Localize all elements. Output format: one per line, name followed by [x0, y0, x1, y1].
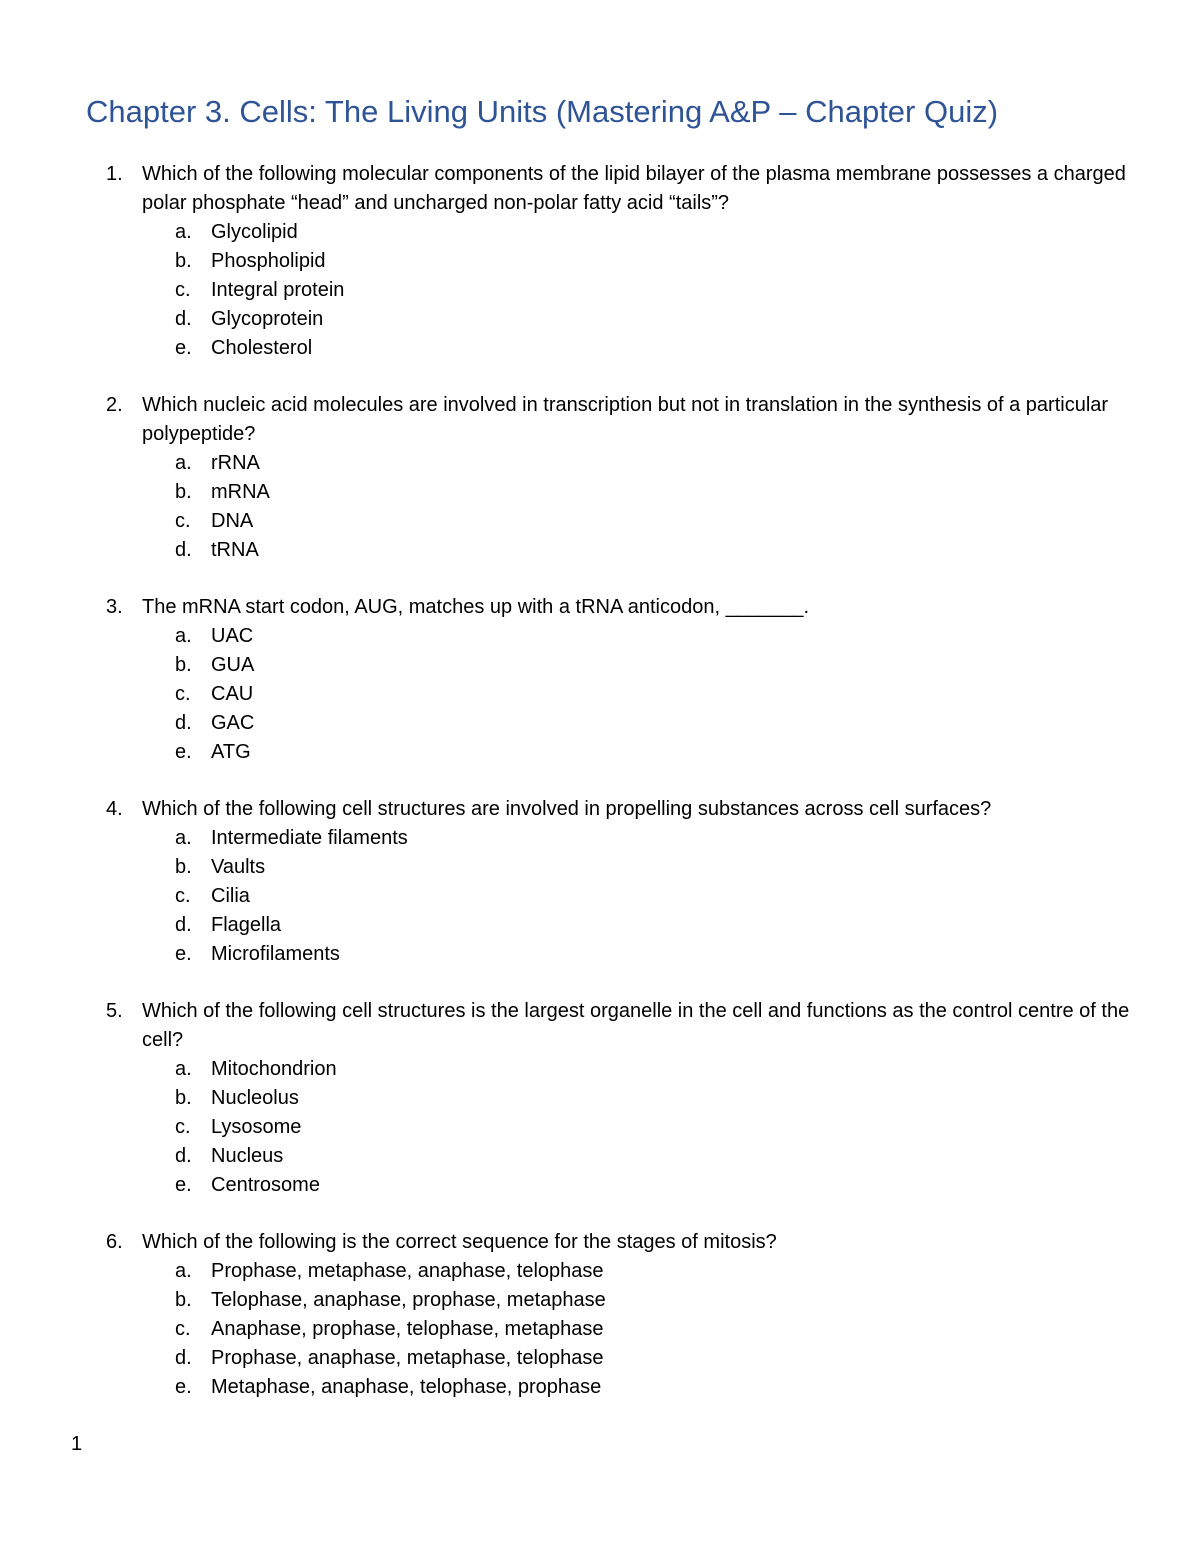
option-text: Mitochondrion	[211, 1058, 337, 1080]
option-text: Nucleolus	[211, 1087, 299, 1109]
answer-option	[0, 853, 1200, 882]
option-text: Integral protein	[211, 279, 345, 301]
option-text: Intermediate filaments	[211, 827, 408, 849]
answer-option	[0, 478, 1200, 507]
answer-options	[0, 622, 1200, 767]
option-letter: c.	[175, 683, 191, 705]
question-item	[0, 391, 1200, 565]
option-letter: b.	[175, 1289, 192, 1311]
question-text: Which of the following cell structures is the largest organelle in the cell and functions as the control centre of the cell?	[142, 1000, 1130, 1051]
option-text: Prophase, metaphase, anaphase, telophase	[211, 1260, 604, 1282]
option-letter: c.	[175, 885, 191, 907]
option-letter: d.	[175, 914, 192, 936]
question-text: Which nucleic acid molecules are involved in transcription but not in translation in the synthesis of a particular polypeptide?	[142, 394, 1109, 445]
option-letter: d.	[175, 1145, 192, 1167]
answer-option	[0, 536, 1200, 565]
question-number: 4.	[106, 798, 123, 820]
answer-options	[0, 218, 1200, 363]
answer-option	[0, 449, 1200, 478]
option-letter: a.	[175, 1058, 192, 1080]
option-letter: b.	[175, 856, 192, 878]
question-list	[0, 160, 1200, 1430]
option-letter: b.	[175, 1087, 192, 1109]
question-number: 3.	[106, 596, 123, 618]
option-text: Vaults	[211, 856, 266, 878]
answer-option	[0, 940, 1200, 969]
option-letter: a.	[175, 1260, 192, 1282]
answer-option	[0, 651, 1200, 680]
answer-option	[0, 1113, 1200, 1142]
answer-option	[0, 1315, 1200, 1344]
answer-option	[0, 507, 1200, 536]
option-text: Lysosome	[211, 1116, 302, 1138]
answer-option	[0, 247, 1200, 276]
option-letter: e.	[175, 943, 192, 965]
option-text: Prophase, anaphase, metaphase, telophase	[211, 1347, 604, 1369]
answer-option	[0, 305, 1200, 334]
question-item	[0, 795, 1200, 969]
option-text: Nucleus	[211, 1145, 284, 1167]
option-letter: d.	[175, 539, 192, 561]
answer-options	[0, 1055, 1200, 1200]
option-letter: a.	[175, 827, 192, 849]
option-letter: c.	[175, 1318, 191, 1340]
option-letter: e.	[175, 741, 192, 763]
option-text: Phospholipid	[211, 250, 326, 272]
question-number: 1.	[106, 163, 123, 185]
answer-option	[0, 1171, 1200, 1200]
question-number: 5.	[106, 1000, 123, 1022]
answer-option	[0, 1142, 1200, 1171]
option-letter: d.	[175, 308, 192, 330]
option-letter: a.	[175, 452, 192, 474]
question-item	[0, 997, 1200, 1200]
answer-option	[0, 218, 1200, 247]
question-text: Which of the following is the correct sequence for the stages of mitosis?	[142, 1231, 777, 1253]
option-letter: a.	[175, 625, 192, 647]
answer-option	[0, 738, 1200, 767]
option-letter: e.	[175, 1376, 192, 1398]
option-text: Flagella	[211, 914, 282, 936]
question-item	[0, 593, 1200, 767]
option-text: DNA	[211, 510, 254, 532]
option-letter: d.	[175, 1347, 192, 1369]
answer-options	[0, 449, 1200, 565]
answer-option	[0, 1286, 1200, 1315]
option-letter: b.	[175, 250, 192, 272]
answer-option	[0, 334, 1200, 363]
option-text: Microfilaments	[211, 943, 340, 965]
answer-options	[0, 824, 1200, 969]
option-letter: b.	[175, 654, 192, 676]
option-letter: e.	[175, 1174, 192, 1196]
option-letter: a.	[175, 221, 192, 243]
option-text: GUA	[211, 654, 255, 676]
question-number: 2.	[106, 394, 123, 416]
question-text: Which of the following cell structures are involved in propelling substances across cell surfaces?	[142, 798, 992, 820]
option-text: mRNA	[211, 481, 270, 503]
option-letter: c.	[175, 279, 191, 301]
answer-option	[0, 882, 1200, 911]
option-letter: d.	[175, 712, 192, 734]
page-title: Chapter 3. Cells: The Living Units (Mastering A&P – Chapter Quiz)	[86, 94, 999, 129]
answer-option	[0, 709, 1200, 738]
option-text: Centrosome	[211, 1174, 320, 1196]
option-text: Telophase, anaphase, prophase, metaphase	[211, 1289, 606, 1311]
answer-option	[0, 1084, 1200, 1113]
answer-option	[0, 824, 1200, 853]
answer-option	[0, 276, 1200, 305]
option-letter: c.	[175, 510, 191, 532]
answer-option	[0, 622, 1200, 651]
option-text: UAC	[211, 625, 254, 647]
option-text: Cholesterol	[211, 337, 313, 359]
option-text: ATG	[211, 741, 251, 763]
answer-option	[0, 1344, 1200, 1373]
answer-option	[0, 1257, 1200, 1286]
option-text: tRNA	[211, 539, 259, 561]
question-item	[0, 160, 1200, 363]
option-letter: b.	[175, 481, 192, 503]
answer-option	[0, 911, 1200, 940]
option-text: rRNA	[211, 452, 260, 474]
option-text: Metaphase, anaphase, telophase, prophase	[211, 1376, 602, 1398]
option-letter: c.	[175, 1116, 191, 1138]
question-text: The mRNA start codon, AUG, matches up with a tRNA anticodon, _______.	[142, 596, 810, 618]
option-text: CAU	[211, 683, 254, 705]
option-text: Glycolipid	[211, 221, 298, 243]
answer-option	[0, 1373, 1200, 1402]
answer-option	[0, 1055, 1200, 1084]
option-text: Glycoprotein	[211, 308, 324, 330]
option-text: Anaphase, prophase, telophase, metaphase	[211, 1318, 604, 1340]
option-text: Cilia	[211, 885, 250, 907]
answer-option	[0, 680, 1200, 709]
question-item	[0, 1228, 1200, 1402]
option-text: GAC	[211, 712, 255, 734]
page-number: 1	[71, 1433, 83, 1455]
option-letter: e.	[175, 337, 192, 359]
question-number: 6.	[106, 1231, 123, 1253]
answer-options	[0, 1257, 1200, 1402]
question-text: Which of the following molecular components of the lipid bilayer of the plasma membrane possesses a charged polar phosphate “head” and uncharged non-polar fatty acid “tails”?	[142, 163, 1126, 214]
